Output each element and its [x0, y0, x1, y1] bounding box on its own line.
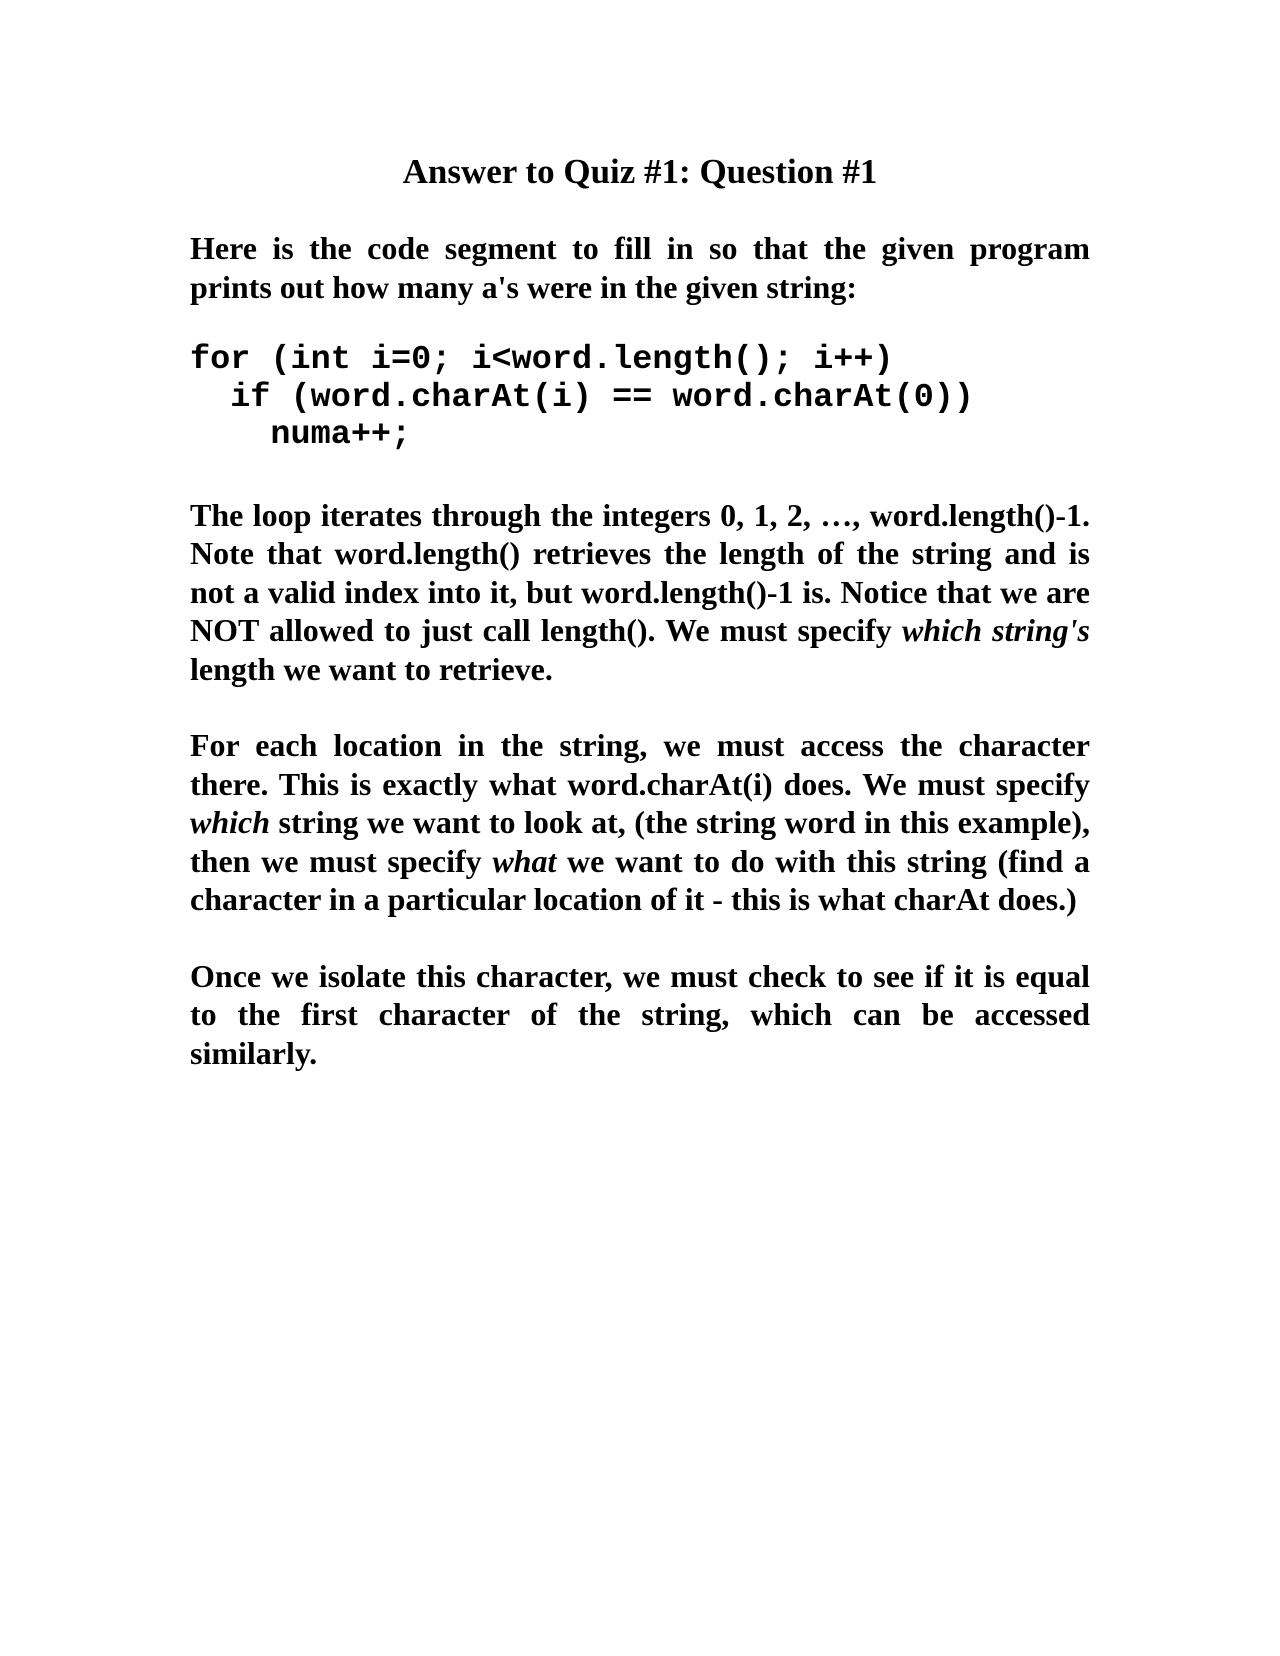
- loop-text-part2: length we want to retrieve.: [190, 650, 553, 687]
- loop-text-part1: The loop iterates through the integers 0, 1, 2, …, word.length()-1. Note that word.length() retrieves the length of the string and is not a valid index into it, but word.length()-1 is. Notice that we are NOT allowed to just call length(). We must specify: [190, 496, 1090, 648]
- compare-explanation-paragraph: Once we isolate this character, we must check to see if it is equal to the first character of the string, which can be accessed similarly.: [190, 957, 1090, 1071]
- page-title: Answer to Quiz #1: Question #1: [402, 152, 878, 191]
- access-text-part2: string we want to look at, (the string word in this example), then we must specify: [190, 804, 1090, 879]
- code-line-if: if (word.charAt(i) == word.charAt(0)): [190, 378, 975, 417]
- access-text-italic-what: what: [492, 842, 557, 879]
- code-line-increment: numa++;: [190, 416, 412, 454]
- code-block: [190, 342, 1090, 455]
- intro-paragraph: Here is the code segment to fill in so that the given program prints out how many a's were in the given string:: [190, 230, 1090, 305]
- code-line-for: for (int i=0; i<word.length(); i++): [190, 341, 894, 379]
- loop-text-italic: which string's: [901, 612, 1091, 648]
- access-text-part3: we want to do with this string (find a character in a particular location of it - this is what charAt does.): [190, 842, 1091, 917]
- access-text-italic-which: which: [190, 804, 271, 840]
- loop-explanation-paragraph: [190, 496, 1090, 689]
- access-text-part1: For each location in the string, we must access the character there. This is exactly what word.charAt(i) does. We must specify: [190, 727, 1090, 802]
- access-explanation-paragraph: [190, 726, 1090, 919]
- document-page: [190, 0, 1090, 1072]
